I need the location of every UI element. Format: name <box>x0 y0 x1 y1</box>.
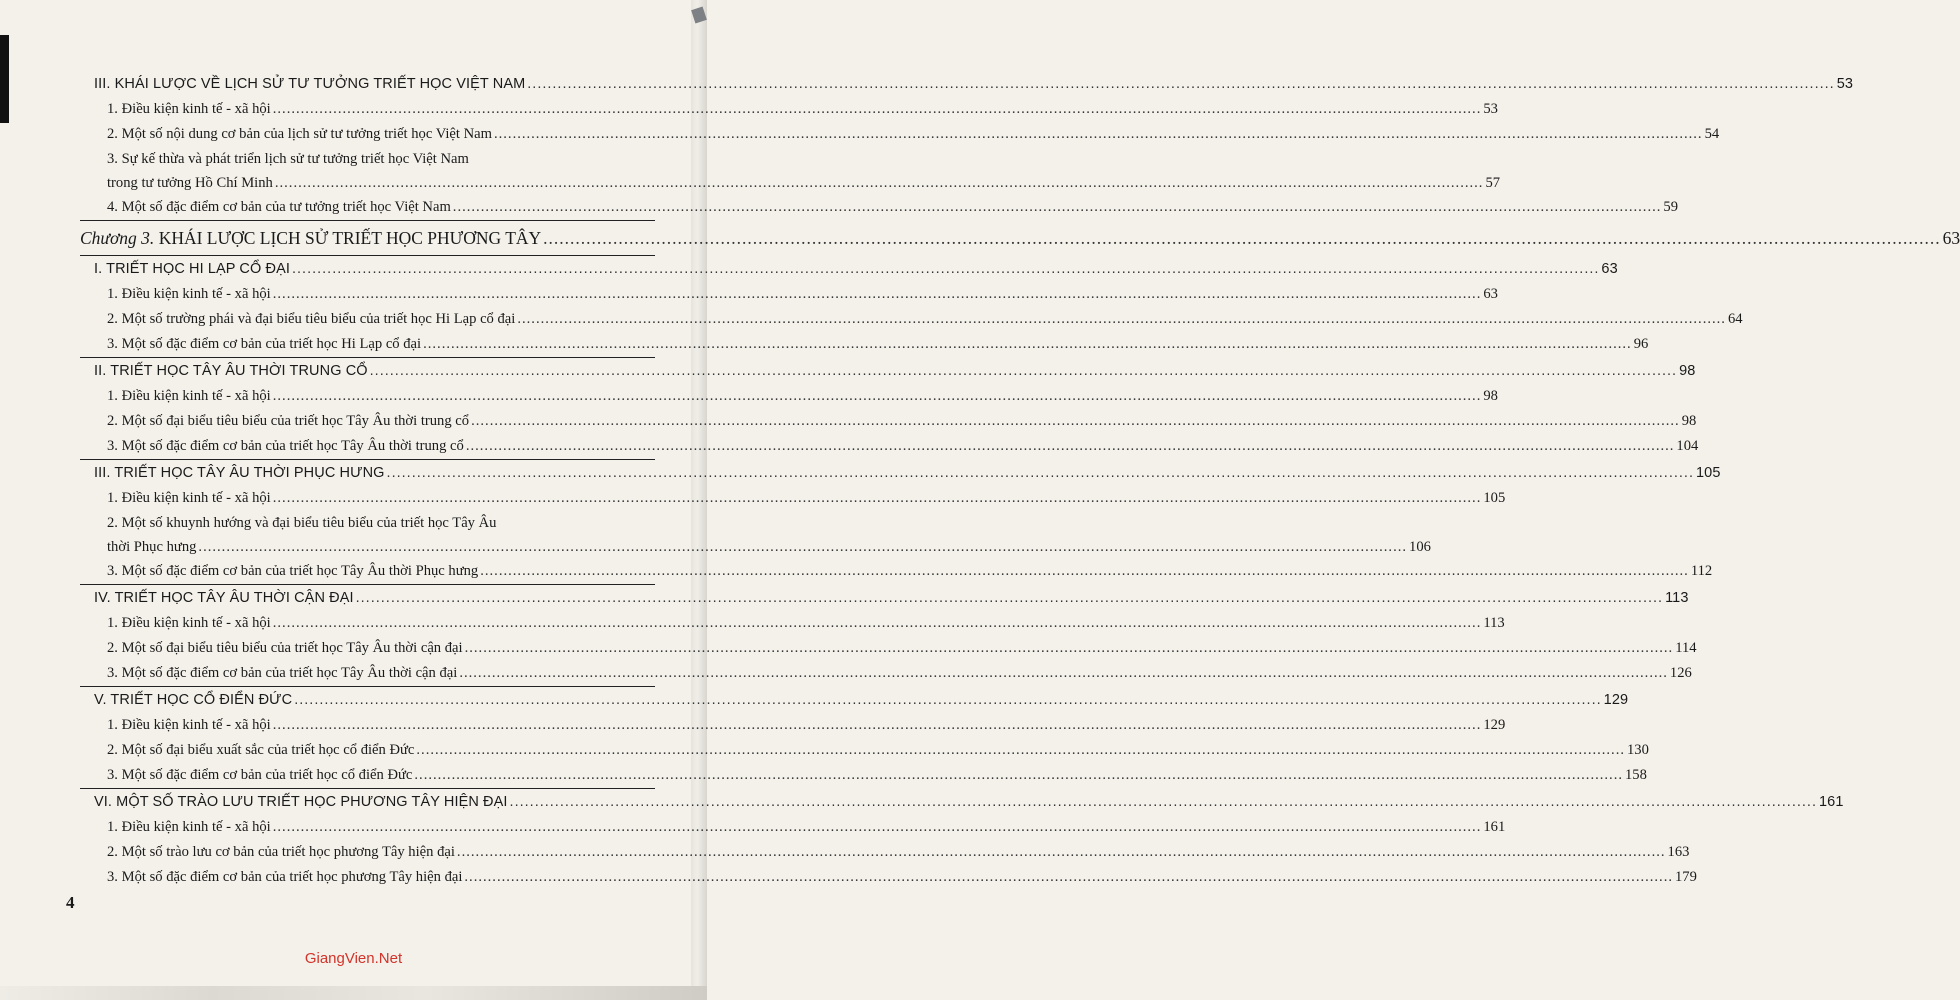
toc-subsection-entry <box>80 713 1506 738</box>
toc-entry-row <box>107 332 1649 357</box>
dot-leader <box>464 865 1673 890</box>
toc-page-number: 129 <box>1603 692 1629 708</box>
toc-subsection-entry <box>80 434 1699 459</box>
toc-subsection-entry <box>80 307 1743 332</box>
toc-entry-row <box>107 559 1713 584</box>
dot-leader <box>198 535 1407 559</box>
toc-entry-row <box>107 535 1431 559</box>
toc-entry-row <box>107 486 1506 511</box>
toc-page-number: 161 <box>1483 819 1506 835</box>
dot-leader <box>416 738 1625 763</box>
toc-subsection-entry <box>80 738 1649 763</box>
toc-entry-row <box>94 585 1689 611</box>
dot-leader <box>273 282 1482 307</box>
toc-entry-row <box>107 865 1697 890</box>
toc-subsection-entry <box>80 384 1498 409</box>
toc-entry-row <box>94 789 1844 815</box>
toc-entry-title: 3. Một số đặc điểm cơ bản của triết học Tây Âu thời trung cổ <box>107 438 464 454</box>
toc-entry-title: 2. Một số trào lưu cơ bản của triết học phương Tây hiện đại <box>107 844 455 860</box>
toc-section-entry <box>80 584 1689 611</box>
toc-entry-row <box>107 840 1690 865</box>
toc-entry-row <box>107 195 1678 220</box>
toc-section-entry <box>80 686 1629 713</box>
toc-entry-row <box>94 256 1618 282</box>
toc-entry-row <box>107 97 1498 122</box>
toc-entry-title: 1. Điều kiện kinh tế - xã hội <box>107 717 271 733</box>
toc-subsection-entry <box>80 486 1506 511</box>
toc-subsection-entry <box>80 661 1692 686</box>
toc-page-number: 63 <box>1483 286 1498 302</box>
toc-page-number: 105 <box>1695 465 1721 481</box>
dot-leader <box>466 434 1675 459</box>
dot-leader <box>273 815 1482 840</box>
dot-leader <box>275 171 1484 195</box>
toc-entry-row <box>107 661 1692 686</box>
dot-leader <box>480 559 1689 584</box>
toc-entry-title: 3. Một số đặc điểm cơ bản của triết học Tây Âu thời cận đại <box>107 665 458 681</box>
toc-entry-title: 3. Một số đặc điểm cơ bản của triết học Tây Âu thời Phục hưng <box>107 563 479 579</box>
toc-entry-title: 4. Một số đặc điểm cơ bản của tư tưởng triết học Việt Nam <box>107 199 451 215</box>
toc-entry-title: 1. Điều kiện kinh tế - xã hội <box>107 286 271 302</box>
toc-entry-row <box>94 687 1629 713</box>
toc-page-number: 105 <box>1483 490 1506 506</box>
toc-page-number: 64 <box>1727 311 1743 327</box>
dot-leader <box>494 122 1703 147</box>
toc-entry-title: IV. TRIẾT HỌC TÂY ÂU THỜI CẬN ĐẠI <box>94 590 354 606</box>
toc-page-number: 54 <box>1704 126 1720 142</box>
toc-entry-title: 1. Điều kiện kinh tế - xã hội <box>107 615 271 631</box>
toc-page-number: 129 <box>1483 717 1506 733</box>
toc-chapter-entry <box>80 220 1960 255</box>
toc-subsection-entry <box>80 763 1647 788</box>
toc-page-number: 114 <box>1675 640 1697 656</box>
toc-subsection-entry <box>80 611 1505 636</box>
toc-entry-title: V. TRIẾT HỌC CỔ ĐIỂN ĐỨC <box>94 692 293 708</box>
toc-entry-title: VI. MỘT SỐ TRÀO LƯU TRIẾT HỌC PHƯƠNG TÂY HIỆN ĐẠI <box>94 794 508 810</box>
toc-entry-title: 1. Điều kiện kinh tế - xã hội <box>107 388 271 404</box>
toc-entry-title: 2. Một số khuynh hướng và đại biểu tiêu biểu của triết học Tây Âu <box>107 515 497 531</box>
toc-subsection-entry <box>80 332 1649 357</box>
toc-entry-row <box>107 384 1498 409</box>
toc-entry-title: III. KHÁI LƯỢC VỀ LỊCH SỬ TƯ TƯỞNG TRIẾT HỌC VIỆT NAM <box>94 76 526 92</box>
toc-page-number: 59 <box>1663 199 1678 215</box>
toc-entry-title-continued: trong tư tưởng Hồ Chí Minh <box>107 175 273 191</box>
dot-leader <box>294 687 1601 713</box>
toc-page-number: 53 <box>1483 101 1498 117</box>
toc-entry-title: 1. Điều kiện kinh tế - xã hội <box>107 819 271 835</box>
toc-entry-row <box>94 460 1721 486</box>
toc-entry-title: III. TRIẾT HỌC TÂY ÂU THỜI PHỤC HƯNG <box>94 465 385 481</box>
toc-subsection-entry <box>80 559 1713 584</box>
toc-entry-title: 3. Một số đặc điểm cơ bản của triết học Hi Lạp cổ đại <box>107 336 422 352</box>
toc-page-number: 130 <box>1627 742 1649 758</box>
toc-subsection-entry <box>80 636 1697 661</box>
dot-leader <box>356 585 1663 611</box>
toc-section-entry <box>80 788 1844 815</box>
dot-leader <box>543 221 1941 255</box>
scan-edge-bottom <box>0 986 707 1000</box>
dot-leader <box>465 636 1674 661</box>
toc-page-number: 96 <box>1633 336 1649 352</box>
toc-entry-title-group <box>80 221 541 255</box>
toc-entry-row <box>107 636 1697 661</box>
toc-page-number: 126 <box>1669 665 1692 681</box>
dot-leader <box>517 307 1726 332</box>
dot-leader <box>453 195 1662 220</box>
toc-entry-row <box>94 358 1696 384</box>
toc-subsection-entry <box>80 97 1498 122</box>
toc-subsection-entry <box>80 865 1697 890</box>
toc-subsection-entry <box>80 195 1678 220</box>
dot-leader <box>273 611 1482 636</box>
toc-entry-title-continued: thời Phục hưng <box>107 539 197 555</box>
toc-subsection-entry <box>80 840 1690 865</box>
dot-leader <box>471 409 1680 434</box>
toc-entry-title: 2. Một số đại biểu tiêu biểu của triết học Tây Âu thời cận đại <box>107 640 463 656</box>
page-number: 4 <box>66 893 75 912</box>
dot-leader <box>510 789 1817 815</box>
toc-entry-row <box>107 763 1647 788</box>
chapter-title: KHÁI LƯỢC LỊCH SỬ TRIẾT HỌC PHƯƠNG TÂY <box>158 228 542 248</box>
scan-edge-left <box>0 35 9 123</box>
toc-page-number: 106 <box>1409 539 1431 555</box>
toc-page-number: 104 <box>1676 438 1699 454</box>
toc-section-entry <box>80 357 1696 384</box>
dot-leader <box>273 486 1482 511</box>
dot-leader <box>387 460 1694 486</box>
dot-leader <box>273 384 1482 409</box>
toc-subsection-entry <box>80 282 1498 307</box>
toc-entry-title: I. TRIẾT HỌC HI LẠP CỔ ĐẠI <box>94 261 290 277</box>
dot-leader <box>273 713 1482 738</box>
toc-entry-title: 3. Một số đặc điểm cơ bản của triết học phương Tây hiện đại <box>107 869 463 885</box>
dot-leader <box>423 332 1632 357</box>
dot-leader <box>370 358 1677 384</box>
toc-page-number: 98 <box>1679 363 1696 379</box>
toc-page-number: 63 <box>1601 261 1618 277</box>
toc-entry-row <box>107 713 1506 738</box>
toc-page-number: 53 <box>1836 76 1854 92</box>
toc-entry-title: 1. Điều kiện kinh tế - xã hội <box>107 490 271 506</box>
dot-leader <box>459 661 1668 686</box>
toc-entry-title: 2. Một số đại biểu tiêu biểu của triết học Tây Âu thời trung cổ <box>107 413 470 429</box>
toc-entry-row <box>107 434 1699 459</box>
toc-entry-row <box>107 738 1649 763</box>
dot-leader <box>527 71 1834 97</box>
toc-entry-row <box>107 815 1506 840</box>
toc-entry-title: 3. Sự kế thừa và phát triển lịch sử tư tưởng triết học Việt Nam <box>107 151 469 167</box>
toc-page-number: 113 <box>1665 590 1689 606</box>
toc-section-entry <box>80 71 1854 97</box>
toc-page-number: 163 <box>1667 844 1690 860</box>
watermark: GiangVien.Net <box>304 950 403 967</box>
chapter-label: Chương 3. <box>80 228 155 248</box>
toc-entry-row <box>107 282 1498 307</box>
toc-page-number: 57 <box>1485 175 1501 191</box>
toc-section-entry <box>80 459 1721 486</box>
toc-subsection-entry <box>80 122 1720 147</box>
toc-page-number: 98 <box>1681 413 1697 429</box>
toc-page-number: 63 <box>1942 228 1960 248</box>
table-of-contents <box>80 71 1960 890</box>
toc-page-number: 113 <box>1483 615 1505 631</box>
toc-section-entry <box>80 255 1618 282</box>
toc-entry-row <box>107 122 1720 147</box>
toc-entry-title: 2. Một số nội dung cơ bản của lịch sử tư tưởng triết học Việt Nam <box>107 126 492 142</box>
toc-subsection-entry <box>80 409 1697 434</box>
toc-page-number: 98 <box>1483 388 1498 404</box>
dot-leader <box>457 840 1666 865</box>
toc-subsection-entry <box>80 147 1501 195</box>
dot-leader <box>414 763 1623 788</box>
toc-subsection-entry <box>80 815 1506 840</box>
toc-entry-title: 2. Một số đại biểu xuất sắc của triết học cổ điển Đức <box>107 742 415 758</box>
toc-entry-row <box>94 71 1854 97</box>
toc-entry-row <box>107 611 1505 636</box>
toc-entry-title: II. TRIẾT HỌC TÂY ÂU THỜI TRUNG CỔ <box>94 363 368 379</box>
dot-leader <box>273 97 1482 122</box>
toc-entry-row <box>107 307 1743 332</box>
toc-page-number: 161 <box>1818 794 1844 810</box>
toc-entry-row <box>80 221 1960 255</box>
toc-entry-title: 2. Một số trường phái và đại biểu tiêu biểu của triết học Hi Lạp cổ đại <box>107 311 516 327</box>
toc-page-number: 158 <box>1624 767 1647 783</box>
toc-page-number: 179 <box>1675 869 1697 885</box>
toc-page-number: 112 <box>1690 563 1713 579</box>
toc-entry-row <box>107 171 1501 195</box>
toc-subsection-entry <box>80 511 1431 559</box>
toc-entry-title: 1. Điều kiện kinh tế - xã hội <box>107 101 271 117</box>
toc-entry-title: 3. Một số đặc điểm cơ bản của triết học cổ điển Đức <box>107 767 413 783</box>
toc-entry-row <box>107 409 1697 434</box>
dot-leader <box>292 256 1599 282</box>
